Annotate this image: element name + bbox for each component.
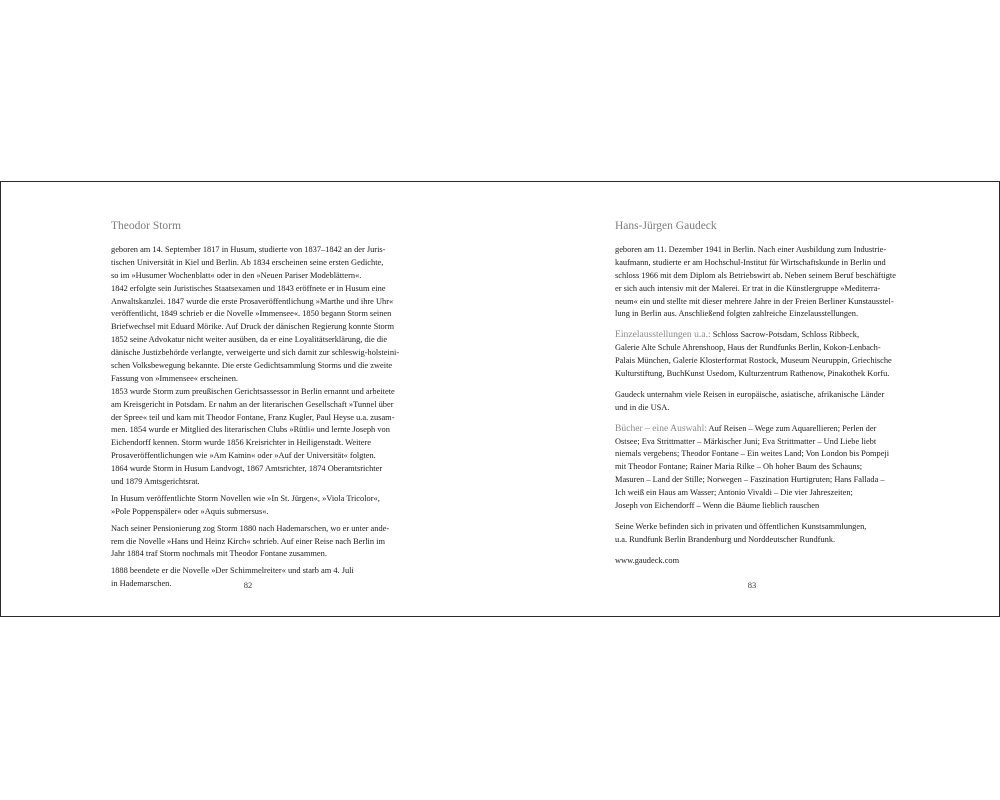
text-line: geboren am 14. September 1817 in Husum, studierte von 1837–1842 an der Juris-: [111, 245, 386, 254]
text-line: Kulturstiftung, BuchKunst Usedom, Kulturzentrum Rathenow, Pinakothek Korfu.: [615, 369, 890, 379]
page-number: 82: [243, 580, 253, 590]
page-heading: Hans-Jürgen Gaudeck: [615, 220, 717, 232]
exhibitions-label: Einzelausstellungen u.a.:: [615, 329, 711, 341]
text-line: so im »Husumer Wochenblatt« oder in den »Neuen Pariser Modeblättern«.: [111, 270, 362, 280]
text-line: und in die USA.: [615, 402, 670, 412]
text-line: schloss 1966 mit dem Diplom als Betriebswirt ab. Neben seinem Beruf beschäftigte: [615, 270, 896, 280]
page-number: 83: [747, 580, 757, 590]
text-line: Galerie Alte Schule Ahrenshoop, Haus der Rundfunks Berlin, Kokon-Lenbach-: [615, 343, 881, 353]
text-line: Eichendorff kennen. Storm wurde 1856 Kreisrichter in Heiligenstadt. Weitere: [111, 438, 371, 448]
text-line: Joseph von Eichendorff – Wenn die Bäume lieblich rauschen: [615, 501, 820, 511]
left-body-text: [111, 244, 411, 591]
text-line: Briefwechsel mit Eduard Mörike. Auf Druck der dänischen Regierung konnte Storm: [111, 322, 395, 332]
text-line: 1888 beendete er die Novelle »Der Schimmelreiter« und starb am 4. Juli: [111, 566, 354, 576]
text-line: dänische Justizbehörde verlangte, verweigerte und sich damit zur schleswig-holsteini-: [111, 348, 400, 358]
text-line: Prosaveröffentlichungen wie »Am Kamin« oder »Auf der Universität« folgten.: [111, 451, 376, 461]
text-line: Gaudeck unternahm viele Reisen in europäische, asiatische, afrikanische Länder: [615, 389, 885, 399]
paragraph: [111, 523, 411, 562]
text-line: am Kreisgericht in Potsdam. Er nahm an der literarischen Gesellschaft »Tunnel über: [111, 399, 394, 409]
text-line: veröffentlicht, 1849 schrieb er die Novelle »Immensee«. 1850 begann Storm seinen: [111, 309, 392, 319]
paragraph: [111, 244, 411, 489]
text-line: 1864 wurde Storm in Husum Landvogt, 1867 Amtsrichter, 1874 Oberamtsrichter: [111, 464, 383, 474]
text-line: tischen Universität in Kiel und Berlin. Ab 1834 erscheinen seine ersten Gedichte,: [111, 257, 384, 267]
exhibitions-text: Schloss Sacrow-Potsdam, Schloss Ribbeck,: [710, 330, 860, 340]
text-line: geboren am 11. Dezember 1941 in Berlin. Nach einer Ausbildung zum Industrie-: [615, 245, 887, 254]
text-line: mit Theodor Fontane; Rainer Maria Rilke – Oh hoher Baum des Schauns;: [615, 462, 863, 472]
text-line: Masuren – Land der Stille; Norwegen – Faszination Hurtigruten; Hans Fallada –: [615, 475, 885, 485]
paragraph: [111, 493, 411, 519]
paragraph-books: [615, 423, 915, 513]
text-line: [615, 329, 915, 342]
text-line: In Husum veröffentlichte Storm Novellen wie »In St. Jürgen«, »Viola Tricolor«,: [111, 493, 380, 503]
text-line: Palais München, Galerie Klosterformat Rostock, Museum Neuruppin, Griechische: [615, 356, 892, 366]
paragraph-travel: [615, 389, 915, 415]
text-line: Ostsee; Eva Strittmatter – Märkischer Juni; Eva Strittmatter – Und Liebe liebt: [615, 436, 877, 446]
text-line: »Pole Poppenspäler« oder »Aquis submersus«.: [111, 506, 269, 516]
text-line: 1853 wurde Storm zum preußischen Gerichtsassessor in Berlin ernannt und arbeitete: [111, 386, 395, 396]
text-line: Nach seiner Pensionierung zog Storm 1880 nach Hademarschen, wo er unter ande-: [111, 523, 390, 533]
text-line: [615, 423, 915, 436]
text-line: lung in Berlin aus. Anschließend folgten zahlreiche Einzelausstellungen.: [615, 309, 859, 319]
book-spread: [0, 181, 1000, 617]
text-line: Fassung von »Immensee« erscheinen.: [111, 373, 238, 383]
paragraph-collections: [615, 521, 915, 547]
paragraph-intro: [615, 244, 915, 321]
text-line: men. 1854 wurde er Mitglied des literarischen Clubs »Rütli« und lernte Joseph von: [111, 425, 390, 435]
text-line: der Spree« teil und kam mit Theodor Fontane, Franz Kugler, Paul Heyse u.a. zusam-: [111, 412, 395, 422]
text-line: kaufmann, studierte er am Hochschul-Institut für Wirtschaftskunde in Berlin und: [615, 257, 886, 267]
text-line: 1852 seine Advokatur nicht weiter ausüben, da er eine Loyalitätserklärung, die die: [111, 335, 388, 345]
text-line: Ich weiß ein Haus am Wasser; Antonio Vivaldi – Die vier Jahreszeiten;: [615, 488, 853, 498]
text-line: er sich auch intensiv mit der Malerei. Er trat in die Künstlergruppe »Mediterra-: [615, 283, 881, 293]
text-line: Seine Werke befinden sich in privaten und öffentlichen Kunstsammlungen,: [615, 521, 867, 531]
text-line: Anwaltskanzlei. 1847 wurde die erste Prosaveröffentlichung »Marthe und ihre Uhr«: [111, 296, 394, 306]
text-line: Jahr 1884 traf Storm nochmals mit Theodor Fontane zusammen.: [111, 549, 327, 559]
books-text: Auf Reisen – Wege zum Aquarellieren; Perlen der: [706, 423, 877, 433]
text-line: u.a. Rundfunk Berlin Brandenburg und Norddeutscher Rundfunk.: [615, 534, 836, 544]
text-line: neum« ein und stellte mit dieser mehrere Jahre in der Freien Berliner Kunstausstel-: [615, 296, 894, 306]
text-line: 1842 erfolgte sein Juristisches Staatsexamen und 1843 eröffnete er in Husum eine: [111, 283, 386, 293]
books-label: Bücher – eine Auswahl:: [615, 422, 707, 434]
website-link[interactable]: www.gaudeck.com: [615, 555, 680, 565]
paragraph-exhibitions: [615, 329, 915, 381]
page-heading: Theodor Storm: [111, 220, 181, 232]
text-line: rem die Novelle »Hans und Heinz Kirch« schrieb. Auf einer Reise nach Berlin im: [111, 536, 385, 546]
text-line: in Hademarschen.: [111, 579, 172, 589]
text-line: schen Volksbewegung bekannte. Die erste Gedichtsammlung Storms und die zweite: [111, 361, 393, 371]
text-line: und 1879 Amtsgerichtsrat.: [111, 477, 200, 487]
text-line: niemals vergebens; Theodor Fontane – Ein weites Land; Von London bis Pompeji: [615, 449, 890, 459]
right-body-text: [615, 244, 915, 568]
